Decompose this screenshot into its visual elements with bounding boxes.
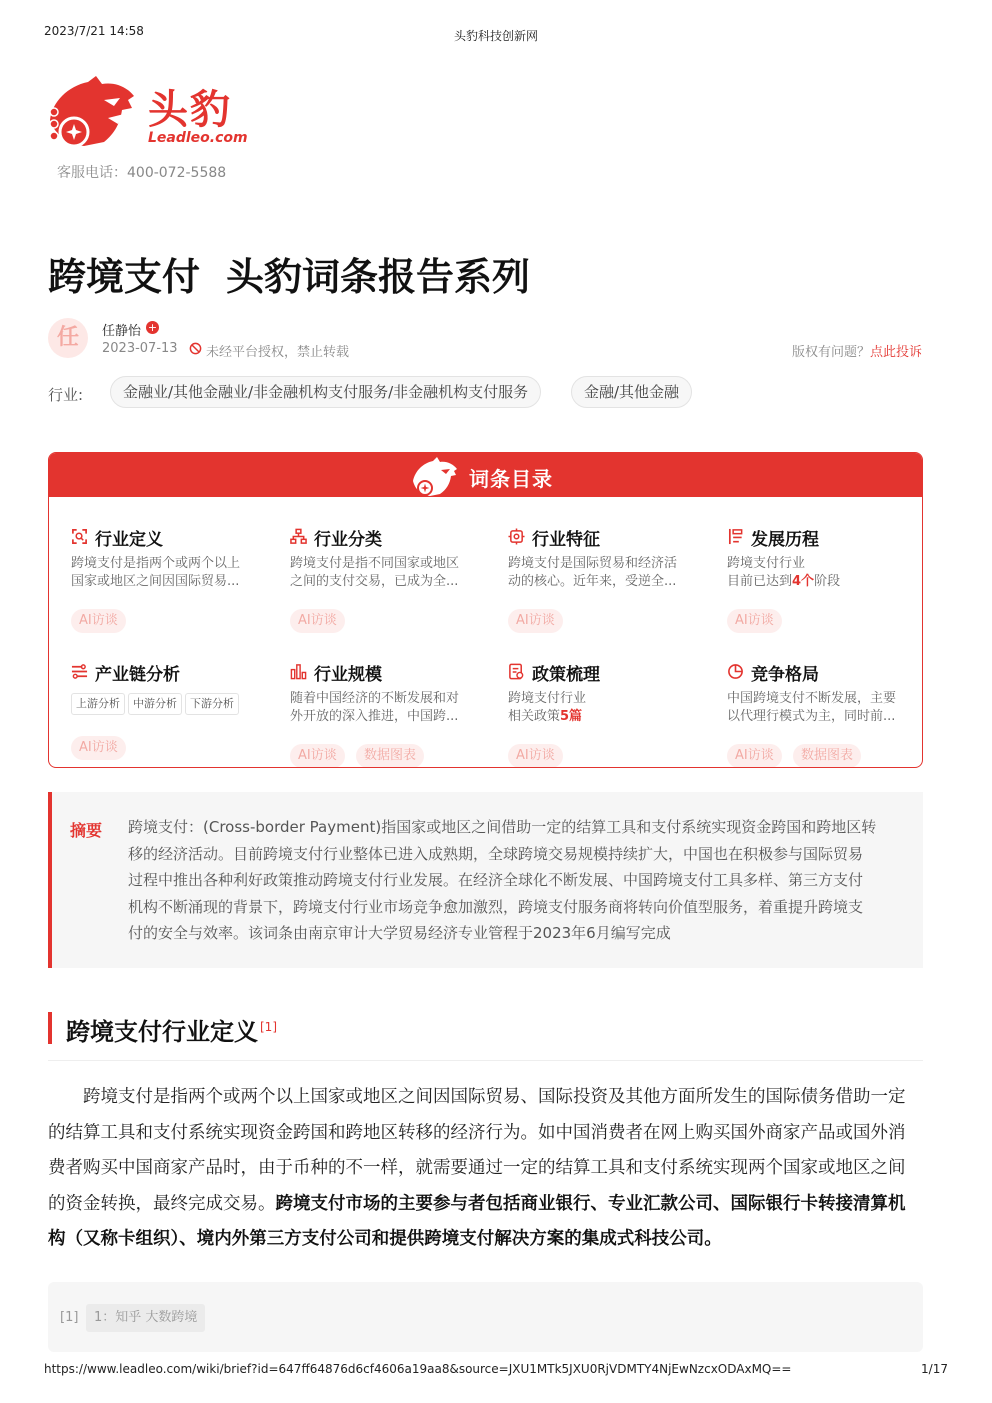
toc-item-desc: 随着中国经济的不断发展和对 外开放的深入推进，中国跨... [290,691,460,724]
toc-item-title: 行业定义 [95,530,163,550]
ai-interview-button[interactable]: AI访谈 [508,744,563,768]
leopard-logo-icon [44,72,140,152]
leadleo-logo[interactable] [44,72,254,152]
page-title [48,246,530,301]
report-title: 跨境支付 [48,255,201,299]
ai-interview-button[interactable]: AI访谈 [71,736,126,760]
industry-tag[interactable]: 金融/其他金融 [571,376,692,408]
ai-interview-button[interactable]: AI访谈 [727,744,782,768]
downstream-analysis-chip[interactable]: 下游分析 [185,693,239,715]
reference-mark[interactable]: [1] [260,1020,277,1034]
ai-interview-button[interactable]: AI访谈 [727,609,782,633]
upstream-analysis-chip[interactable]: 上游分析 [71,693,125,715]
scale-icon [290,663,307,680]
data-chart-button[interactable]: 数据图表 [356,744,424,768]
policy-icon [508,663,525,680]
industry-tag[interactable]: 金融业/其他金融业/非金融机构支付服务/非金融机构支付服务 [110,376,541,408]
publish-date: 2023-07-13 [102,341,178,356]
section-divider [48,1060,923,1061]
service-phone: 客服电话：400-072-5588 [57,165,227,181]
toc-item-title: 发展历程 [751,530,819,550]
definition-paragraph: 跨境支付是指两个或两个以上国家或地区之间因国际贸易、国际投资及其他方面所发生的国际债务借助一定 的结算工具和支付系统实现资金跨国和跨地区转移的经济行为。如中国消费者在网上购买国外商家产品或国外消 费者购买中国商家产品时，由于币种的不一样，就需要通过一定的结算工具和支付系统实现两个国家或地区之间 的资金转换，最终完成交易。跨境支付市场的主要参与者包括商业银行、专业汇款公司、国际银行卡转接清算机 构（又称卡组织）、境内外第三方支付公司和提供跨境支付解决方案的集成式科技公司。 [48,1087,906,1249]
midstream-analysis-chip[interactable]: 中游分析 [128,693,182,715]
toc-item-title: 行业分类 [314,530,382,550]
toc-header [49,453,922,497]
section-title: 跨境支付行业定义 [1] [66,1018,277,1046]
definition-icon [71,528,88,545]
toc-panel [48,452,923,768]
toc-item-desc: 跨境支付是国际贸易和经济活 动的核心。近年来，受逆全... [508,556,678,589]
copyright-complaint [792,341,922,360]
ai-interview-button[interactable]: AI访谈 [290,609,345,633]
chain-icon [71,663,88,680]
complaint-question: 版权有问题？ [791,345,870,360]
leopard-logo-icon [409,455,461,499]
abstract-label: 摘要 [70,821,103,840]
toc-title: 词条目录 [469,467,553,491]
ai-interview-button[interactable]: AI访谈 [290,744,345,768]
toc-item-title: 政策梳理 [532,665,600,685]
toc-item-desc: 跨境支付是指两个或两个以上 国家或地区之间因国际贸易... [71,556,241,589]
toc-item-desc: 跨境支付行业 目前已达到4个阶段 [727,556,841,589]
page-url: https://www.leadleo.com/wiki/brief?id=647ff64876d6cf4606a19aa8&source=JXU1MTk5JXU0RjVDMTY4NjEwNzcxODAxMQ== [44,1362,792,1376]
toc-item-title: 竞争格局 [751,665,819,685]
print-footer [44,1362,948,1380]
abstract-text: 跨境支付：(Cross-border Payment)指国家或地区之间借助一定的结算工具和支付系统实现资金跨国和跨地区转 移的经济活动。目前跨境支付行业整体已进入成熟期，全球跨境交易规模持续扩大，中国也在积极参与国际贸易 过程中推出各种利好政策推动跨境支付行业发展。在经济全球化不断发展、中国跨境支付工具多样、第三方支付 机构不断涌现的背景下，跨境支付行业市场竞争愈加激烈，跨境支付服务商将转向价值型服务，着重提升跨境支 付的安全与效率。该词条由南京审计大学贸易经济专业管程于2023年6月编写完成 [128,818,877,942]
logo-domain: Leadleo.com [148,130,248,146]
author-name[interactable]: 任静怡 [102,324,142,339]
report-series: 头豹词条报告系列 [226,255,531,299]
classification-icon [290,528,307,545]
print-header [44,24,948,42]
section-accent-bar [48,1012,52,1044]
toc-item-title: 行业特征 [532,530,600,550]
toc-item-desc: 跨境支付行业 相关政策5篇 [508,691,587,724]
toc-item-title: 产业链分析 [95,665,180,685]
author-verified-icon: + [147,321,158,334]
print-datetime: 2023/7/21 14:58 [44,24,144,38]
ai-interview-button[interactable]: AI访谈 [508,609,563,633]
reference-link[interactable]: 1：知乎 大数跨境 [86,1304,205,1332]
toc-item-desc: 中国跨境支付不断发展，主要 以代理行模式为主，同时前... [727,691,897,724]
toc-item-title: 行业规模 [314,665,382,685]
industry-label: 行业: [48,386,84,404]
data-chart-button[interactable]: 数据图表 [793,744,861,768]
history-icon [727,528,744,545]
competition-icon [727,663,744,680]
reference-number: [1] [60,1310,79,1325]
toc-item-desc: 跨境支付是指不同国家或地区 之间的支付交易，已成为全... [290,556,460,589]
logo-name: 头豹 [148,87,232,133]
complaint-link[interactable]: 点此投诉 [869,345,922,360]
author-avatar[interactable]: 任 [48,318,88,358]
abstract-box [48,792,923,968]
page-number: 1/17 [921,1362,948,1376]
no-repost-icon [189,342,202,355]
features-icon [508,528,525,545]
no-repost-notice: 未经平台授权，禁止转载 [206,345,350,360]
print-site-title: 头豹科技创新网 [453,29,538,43]
references-box [48,1282,923,1352]
ai-interview-button[interactable]: AI访谈 [71,609,126,633]
